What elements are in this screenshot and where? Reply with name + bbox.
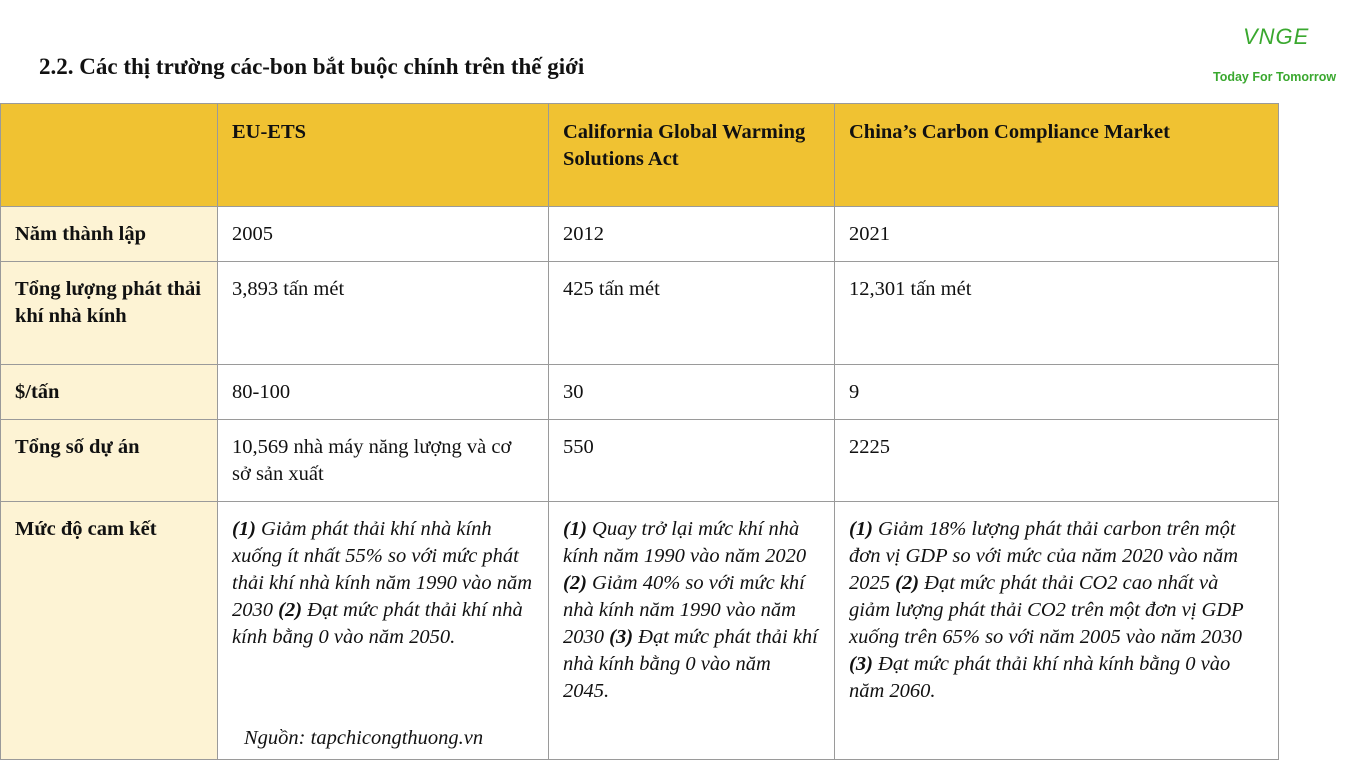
- row-label-price: $/tấn: [1, 365, 218, 420]
- commit-num: (3): [609, 626, 634, 648]
- commit-text: Giảm phát thải khí nhà kính xuống ít nhất 55% so với mức phát thải khí nhà kính năm 1990 vào năm 2030: [232, 518, 533, 621]
- table-row: [1, 365, 1279, 420]
- commit-num: (1): [232, 518, 256, 540]
- carbon-markets-table: [0, 103, 1279, 760]
- cell-china-commitment: [835, 502, 1279, 760]
- table-row: [1, 420, 1279, 502]
- commit-num: (1): [849, 518, 873, 540]
- logo-mark: [1243, 24, 1309, 50]
- commit-text: Đạt mức phát thải CO2 cao nhất và giảm lượng phát thải CO2 trên một đơn vị GDP xuống trên 65% so với năm 2005 vào năm 2030: [849, 572, 1244, 648]
- commit-text: Đạt mức phát thải khí nhà kính bằng 0 vào năm 2050.: [232, 599, 523, 648]
- cell-california-price: 30: [549, 365, 835, 420]
- cell-california-commitment: [549, 502, 835, 760]
- row-label-projects: Tổng số dự án: [1, 420, 218, 502]
- table-row: [1, 207, 1279, 262]
- commit-num: (3): [849, 653, 873, 675]
- commit-text: Giảm 18% lượng phát thải carbon trên một đơn vị GDP so với mức của năm 2020 vào năm 2025: [849, 518, 1239, 594]
- cell-california-emissions: 425 tấn mét: [549, 262, 835, 365]
- row-label-emissions: Tổng lượng phát thải khí nhà kính: [1, 262, 218, 365]
- vnge-logo: [1205, 18, 1355, 88]
- commit-num: (2): [895, 572, 920, 594]
- header-empty: [1, 104, 218, 207]
- cell-china-emissions: 12,301 tấn mét: [835, 262, 1279, 365]
- commit-num: (2): [278, 599, 303, 621]
- cell-california-projects: 550: [549, 420, 835, 502]
- commit-text: Quay trở lại mức khí nhà kính năm 1990 vào năm 2020: [563, 518, 807, 567]
- table-row: [1, 262, 1279, 365]
- header-california: California Global Warming Solutions Act: [549, 104, 835, 207]
- commit-text: Đạt mức phát thải khí nhà kính bằng 0 vào năm 2060.: [849, 653, 1231, 702]
- cell-eu-commitment: [218, 502, 549, 760]
- row-label-year: Năm thành lập: [1, 207, 218, 262]
- cell-eu-projects: 10,569 nhà máy năng lượng và cơ sở sản xuất: [218, 420, 549, 502]
- cell-china-price: 9: [835, 365, 1279, 420]
- row-label-commitment: Mức độ cam kết: [1, 502, 218, 760]
- table-row-commitment: [1, 502, 1279, 760]
- commit-text: Đạt mức phát thải khí nhà kính bằng 0 vào năm 2045.: [563, 626, 818, 702]
- logo-mark-text: VNGE: [1243, 24, 1310, 49]
- cell-china-projects: 2225: [835, 420, 1279, 502]
- header-eu-ets: EU-ETS: [218, 104, 549, 207]
- logo-tagline: Today For Tomorrow: [1213, 70, 1337, 84]
- header-china: China’s Carbon Compliance Market: [835, 104, 1279, 207]
- commit-num: (2): [563, 572, 587, 594]
- cell-eu-price: 80-100: [218, 365, 549, 420]
- page-title: 2.2. Các thị trường các-bon bắt buộc chính trên thế giới: [39, 54, 585, 79]
- table-header-row: [1, 104, 1279, 207]
- commit-text: Giảm 40% so với mức khí nhà kính năm 1990 vào năm 2030: [563, 572, 805, 648]
- cell-eu-emissions: 3,893 tấn mét: [218, 262, 549, 365]
- cell-eu-year: 2005: [218, 207, 549, 262]
- cell-china-year: 2021: [835, 207, 1279, 262]
- commit-num: (1): [563, 518, 587, 540]
- source-note: Nguồn: tapchicongthuong.vn: [244, 727, 484, 749]
- cell-california-year: 2012: [549, 207, 835, 262]
